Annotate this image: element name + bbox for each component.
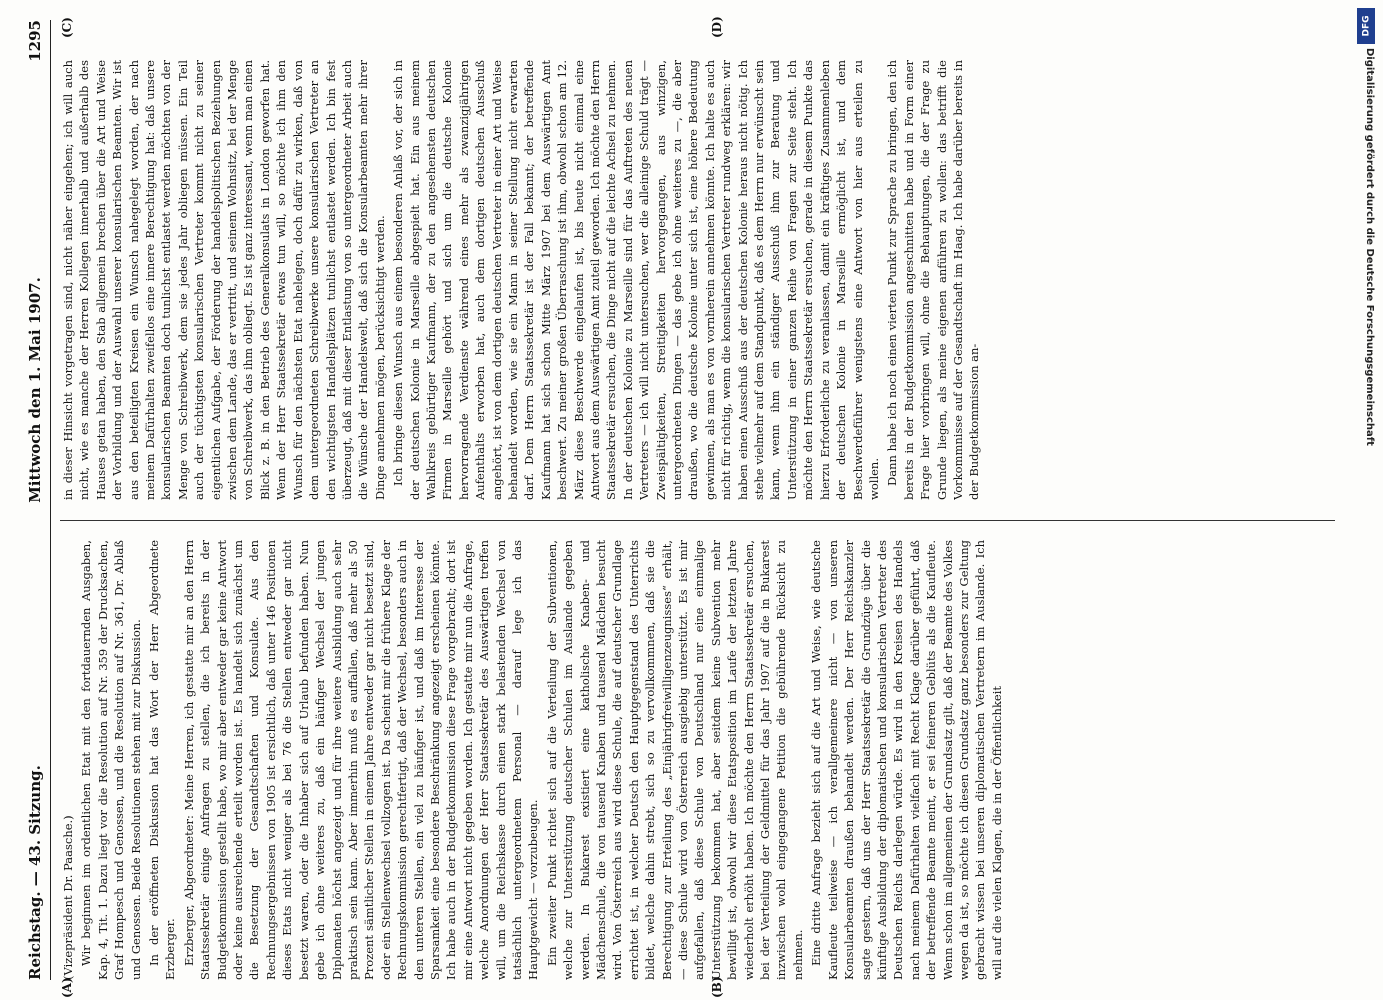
paragraph: Dann habe ich noch einen vierten Punkt zur Sprache zu bringen, den ich bereits in der Budgetkommission angeschnitten habe und in Form einer Frage hier vorbringen will, ohne die Behauptungen, die der Frage zu Grunde liegen, als meine eigenen anführen zu wollen: das betrifft die Vorkommnisse auf der Gesandtschaft im Haag. Ich habe darüber bereits in der Budgetkommission an- (885, 60, 982, 500)
page-number: 1295 (26, 20, 44, 62)
paragraph: Ich bringe diesen Wunsch aus einem besonderen Anlaß vor, der sich in der deutschen Kolonie in Marseille abgespielt hat. Ein aus meinem Wahlkreis gebürtiger Kaufmann, der zu den angesehensten deutschen Firmen in Marseille gehört und sich um die deutsche Kolonie hervorragende Verdienste während eines mehr als zwanzigjährigen Aufenthalts erworben hat, auch dem dortigen deutschen Ausschuß angehört, ist von dem dortigen deutschen Vertreter in einer Art und Weise behandelt worden, wie sie ein Mann in seiner Stellung nicht erwarten darf. Dem Herrn Staatssekretär ist der Fall bekannt; der betreffende Kaufmann hat sich schon Mitte März 1907 bei dem Auswärtigen Amt beschwert. Zu meiner großen Überraschung ist ihm, obwohl schon am 12. März diese Beschwerde eingelaufen ist, bis heute nicht einmal eine Antwort aus dem Auswärtigen Amt zuteil geworden. Ich möchte den Herrn Staatssekretär ersuchen, die Dinge nicht auf die leichte Achsel zu nehmen. In der deutschen Kolonie zu Marseille sind für das Auftreten des neuen Vertreters — ich will nicht untersuchen, wer die alleinige Schuld trägt — Zweispältigkeiten, Streitigkeiten hervorgegangen, aus winzigen, untergeordneten Dingen — das gebe ich ohne weiteres zu —, die aber draußen, wo die deutsche Kolonie unter sich ist, eine höhere Bedeutung gewinnen, als man es von vornherein annehmen könnte. Ich halte es auch nicht für richtig, wenn die konsularischen Vertreter rundweg erklären: wir haben einen Ausschuß aus der deutschen Kolonie heraus nicht nötig. Ich stehe vielmehr auf dem Standpunkt, daß es dem Herrn nur erwünscht sein kann, wenn ihm ein ständiger Ausschuß ihm zur Beratung und Unterstützung in einer ganzen Reihe von Fragen zur Seite steht. Ich möchte den Herrn Staatssekretär ersuchen, gerade in diesem Punkte das hierzu Erforderliche zu veranlassen, damit ein kräftiges Zusammenleben der deutschen Kolonie in Marseille ermöglicht ist, und dem Beschwerdeführer wenigstens eine Antwort von hier aus erteilen zu wollen. (391, 60, 881, 500)
margin-marker-c: (C) (60, 17, 74, 38)
paragraph: Wir beginnen im ordentlichen Etat mit den fortdauernden Ausgaben, Kap. 4, Tit. 1. Dazu liegt vor die Resolution auf Nr. 359 der Drucksachen, Graf Hompesch und Genossen, und die Resolution auf Nr. 361, Dr. Ablaß und Genossen. Beide Resolutionen stehen mit zur Diskussion. (79, 540, 143, 980)
digitization-stamp (1355, 8, 1377, 988)
page-header (20, 20, 51, 980)
paragraph: In der eröffneten Diskussion hat das Wort der Herr Abgeordnete Erzberger. (147, 540, 178, 980)
rotated-page (20, 16, 1350, 998)
margin-marker-b: (B) (710, 976, 724, 998)
column-divider (60, 520, 1335, 521)
paragraph: Ein zweiter Punkt richtet sich auf die Verteilung der Subventionen, welche zur Unterstützung deutscher Schulen im Auslande gegeben werden. In Bukarest existiert eine katholische Knaben- und Mädchenschule, die von tausend Knaben und tausend Mädchen besucht wird. Von Österreich aus wird diese Schule, die auf deutscher Grundlage errichtet ist, in welcher Deutsch den Hauptgegenstand des Unterrichts bildet, welche dahin strebt, sich so zu vervollkommnen, daß sie die Berechtigung zur Erteilung des „Einjährigfreiwilligenzeugnisses“ erhält, — diese Schule wird von Österreich ausgiebig unterstützt. Es ist mir aufgefallen, daß diese Schule von Deutschland nur eine einmalige Unterstützung bekommen hat, aber seitdem keine Subvention mehr bewilligt ist, obwohl wir diese Etatsposition im Laufe der letzten Jahre wiederholt erhöht haben. Ich möchte den Herrn Staatssekretär ersuchen, bei der Verteilung der Geldmittel für das Jahr 1907 auf die in Bukarest inzwischen wohl eingegangene Petition die gebührende Rücksicht zu nehmen. (544, 540, 805, 980)
right-column (60, 60, 1335, 500)
header-date: Mittwoch den 1. Mai 1907. (26, 277, 44, 503)
left-column (60, 540, 1335, 980)
margin-marker-a: (A) (60, 977, 74, 998)
margin-marker-d: (D) (710, 16, 724, 38)
paragraph: Erzberger, Abgeordneter: Meine Herren, ich gestatte mir an den Herrn Staatssekretär einige Anfragen zu stellen, die ich bereits in der Budgetkommission gestellt habe, wo mir aber entweder gar keine Antwort oder keine ausreichende erteilt worden ist. Es handelt sich zunächst um die Besetzung der Gesandtschaften und Konsulate. Aus den Rechnungsergebnissen von 1905 ist ersichtlich, daß unter 146 Positionen dieses Etats nicht weniger als bei 76 die Stellen entweder gar nicht besetzt waren, oder die Inhaber sich auf Urlaub befunden haben. Nun gebe ich ohne weiteres zu, daß ein häufiger Wechsel der jungen Diplomaten höchst angezeigt und für ihre weitere Ausbildung auch sehr praktisch sein kann. Aber immerhin muß es auffallen, daß mehr als 50 Prozent sämtlicher Stellen in einem Jahre entweder gar nicht besetzt sind, oder ein Stellenwechsel vollzogen ist. Da scheint mir die frühere Klage der Rechnungskommission gerechtfertigt, daß der Wechsel, besonders auch in den unteren Stellen, ein viel zu häufiger ist, und daß im Interesse der Sparsamkeit eine besondere Beschränkung angezeigt erscheinen könnte. Ich habe auch in der Budgetkommission diese Frage vorgebracht; dort ist mir eine Antwort nicht gegeben worden. Ich gestatte mir nun die Anfrage, welche Anordnungen der Herr Staatssekretär des Auswärtigen treffen will, um die Reichskasse durch einen stark belastenden Wechsel von tatsächlich untergeordnetem Personal — darauf lege ich das Hauptgewicht — vorzubeugen. (181, 540, 541, 980)
paragraph: (Vizepräsident Dr. Paasche.) (61, 815, 75, 980)
header-session: Reichstag. — 43. Sitzung. (26, 765, 44, 980)
paragraph: in dieser Hinsicht vorgetragen sind, nicht näher eingehen; ich will auch nicht, wie es manche der Herren Kollegen innerhalb und außerhalb des Hauses getan haben, den Stab allgemein brechen über die Art und Weise der Vorbildung und der Auswahl unserer konsularischen Beamten. Wir ist aus den beteiligten Kreisen ein Wunsch nahegelegt worden, der nach meinem Dafürhalten zweifellos eine innere Berechtigung hat: daß unsere konsularischen Beamten doch tunlichst entlastet werden möchten von der Menge von Schreibwerk, dem sie jedes Jahr obliegen müssen. Ein Teil auch der tüchtigsten konsularischen Vertreter kommt nicht zu seiner eigentlichen Aufgabe, der Förderung der handelspolitischen Beziehungen zwischen dem Lande, das er vertritt, und seinem Wohnsitz, bei der Menge von Schreibwerk, das ihm obliegt. Es ist ganz interessant, wenn man einen Blick z. B. in den Betrieb des Generalkonsulats in London geworfen hat. Wenn der Herr Staatssekretär etwas tun will, so möchte ich ihm den Wunsch für den nächsten Etat nahelegen, doch dafür zu wirken, daß von dem untergeordneten Schreibwerke unsere konsularischen Vertreter an den wichtigsten Handelsplätzen tunlichst entlastet werden. Ich bin fest überzeugt, daß mit dieser Entlastung von so untergeordneter Arbeit auch die Wünsche der Handelswelt, daß sich die Konsularbeamten mehr ihrer Dinge annehmen mögen, berücksichtigt werden. (61, 60, 387, 500)
paragraph: Eine dritte Anfrage bezieht sich auf die Art und Weise, wie deutsche Kaufleute teilweise — ich verallgemeinere nicht — von unseren Konsularbeamten draußen behandelt werden. Der Herr Reichskanzler sagte gestern, daß uns der Herr Staatssekretär die Grundzüge über die künftige Ausbildung der diplomatischen und konsularischen Vertreter des Deutschen Reichs darlegen würde. Es wird in den Kreisen des Handels nach meinem Dafürhalten vielfach mit Recht Klage darüber geführt, daß der betreffende Beamte meint, er sei feineren Geblüts als die Kaufleute. Wenn schon im allgemeinen der Grundsatz gilt, daß der Beamte des Volkes wegen da ist, so möchte ich diesen Grundsatz ganz besonders zur Geltung gebracht wissen bei unseren diplomatischen Vertretern im Auslande. Ich will auf die vielen Klagen, die in der Öffentlichkeit (809, 540, 1004, 980)
dfg-logo: DFG (1357, 8, 1375, 44)
stamp-text: Digitalisierung gefördert durch die Deutsche Forschungsgemeinschaft (1364, 48, 1375, 446)
